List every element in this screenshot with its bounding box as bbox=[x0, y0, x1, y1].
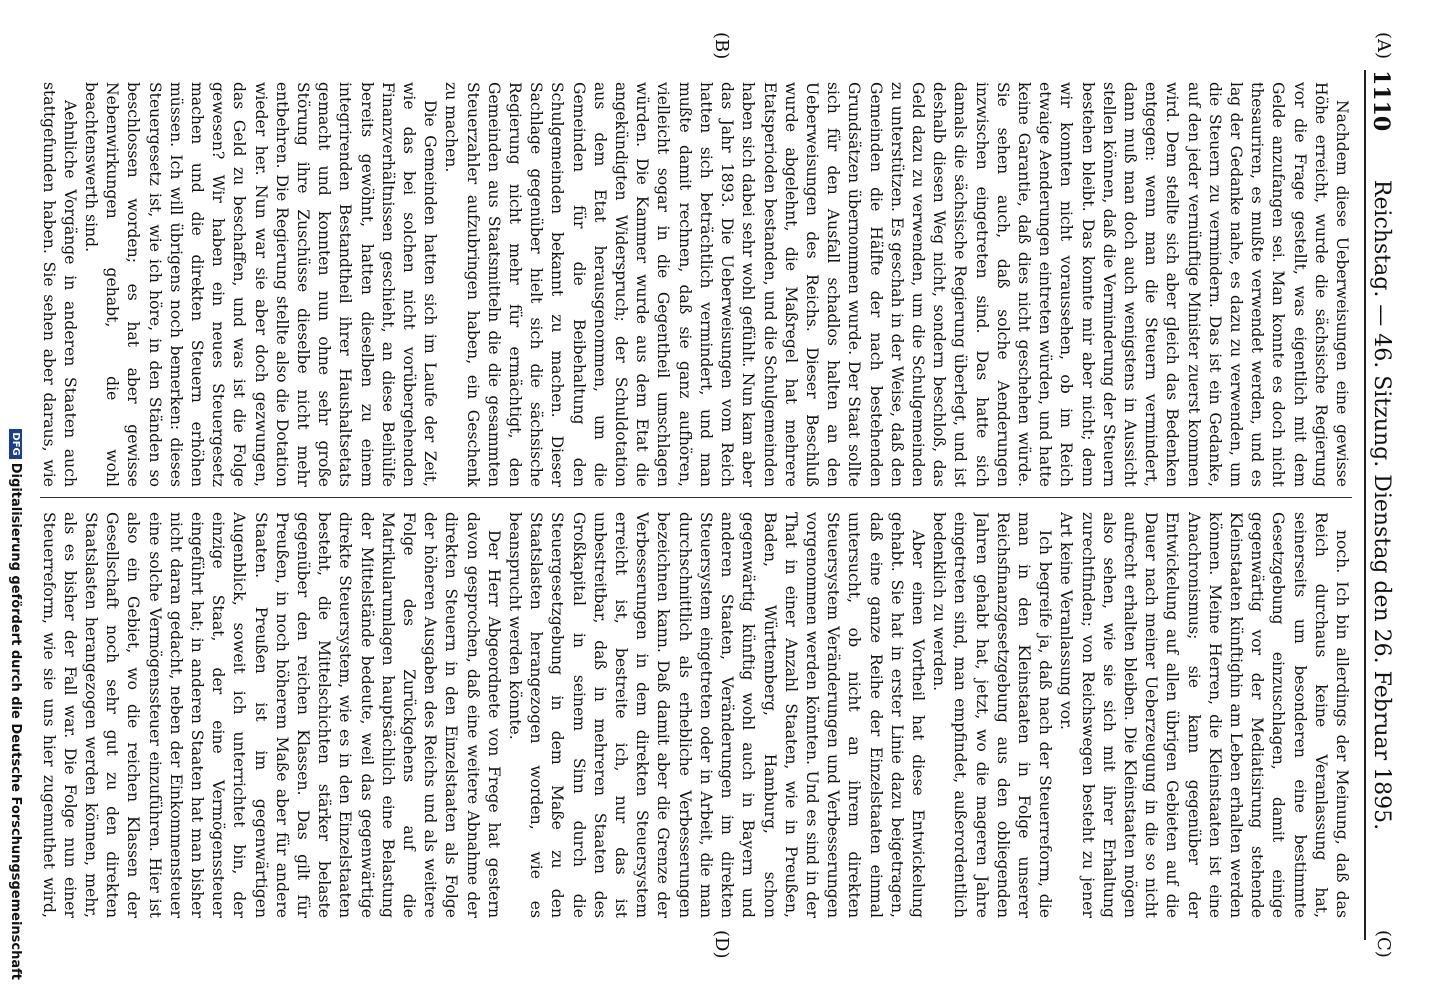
page-footer bbox=[4, 20, 28, 980]
margin-mark-c: (C) bbox=[1373, 930, 1394, 958]
paragraph: Der Herr Abgeordnete von Frege hat gestern davon gesprochen, daß eine weitere Abnahme der direkten Steuern in den Einzelstaaten als Folge der höheren Ausgaben des Reichs und als weitere Folge des Zurückgehens auf die Matrikularumlagen hauptsächlich eine Belastung der Mittelstände bedeute, weil das gegenwärtige direkte Steuersystem, wie es in den Einzelstaaten besteht, die Mittelschichten stärker belaste gegenüber den reichen Klassen. Das gilt für Preußen, in noch höherem Maße aber für andere Staaten. Preußen ist im gegenwärtigen Augenblick, soweit ich unterrichtet bin, der einzige Staat, der eine Vermögenssteuer eingeführt hat; in anderen Staaten hat man bisher nicht daran gedacht, neben der Einkommensteuer eine solche Vermögenssteuer einzuführen. Hier ist also ein Gebiet, wo die reichen Klassen der Gesellschaft noch sehr gut zu den direkten Staatslasten herangezogen werden können, mehr, als es bisher der Fall war. Die Folge nun einer Steuerreform, wie sie uns hier zugemuthet wird, bbox=[40, 512, 503, 918]
paragraph: Die Gemeinden hatten sich im Laufe der Zeit, wie das bei solchen nicht vorübergehenden Finanzverhältnissen geschieht, an diese Beihülfe bereits gewöhnt, hatten dieselben zu einem integrirenden Bestandtheil ihrer Haushaltsetats gemacht und konnten nun ohne sehr große Störung ihre Zuschüsse dieselbe nicht mehr entbehren. Die Regierung stellte also die Dotation wieder her. Nun war sie aber doch gezwungen, das Geld zu beschaffen, und was ist die Folge gewesen? Wir haben ein neues Steuergesetz machen und die direkten Steuern erhöhen müssen. Ich will übrigens noch bemerken: dieses Steuergesetz ist, wie ich höre, in den Ständen so beschlossen worden; es hat aber gewisse Nebenwirkungen gehabt, die wohl beachtenswerth sind. bbox=[82, 82, 440, 487]
paragraph: noch. Ich bin allerdings der Meinung, daß das Reich durchaus keine Veranlassung hat, seinerseits um besonderen eine bestimmte Gesetzgebung einzuschlagen, damit einige gegenwärtig vor der Mediatisirung stehende Kleinstaaten künftighin am Leben erhalten werden können. Meine Herren, die Kleinstaaten ist eine Anachronismus; sie kann gegenüber der Entwickelung auf allen übrigen Gebieten auf die Dauer nach meiner Ueberzeugung in die so nicht aufrecht erhalten bleiben. Die Kleinstaaten mögen also sehen, wie sie sich mit ihrer Erhaltung zurechtfinden; von Reichswegen besteht zu jener Art keine Veranlassung vor. bbox=[1057, 512, 1351, 918]
paragraph: Aber einen Vortheil hat diese Entwickelung gehabt. Sie hat in erster Linie dazu beigetragen, daß eine ganze Reihe der Einzelstaaten einmal untersucht, ob nicht an ihrem direkten Steuersystem Veränderungen und Verbesserungen vorgenommen werden könnten. Und es sind in der That in einer Anzahl Staaten, wie in Preußen, Baden, Württemberg, Hamburg, schon gegenwärtig künftig wohl auch in Bayern und anderen Staaten, Veränderungen im direkten Steuersystem eingetreten oder in Arbeit, die man durchschnittlich als erhebliche Verbesserungen bezeichnen kann. Daß damit aber die Grenze der Verbesserungen in dem direkten Steuersystem erreicht ist, bestreite ich, nur das ist unbestreitbar, daß in mehreren Staaten des Großkapital in seinem Sinn durch die Steuergesetzgebung in dem Maße zu den Staatslasten herangezogen worden, wie es beansprucht werden könnte. bbox=[506, 512, 927, 918]
margin-mark-d: (D) bbox=[711, 930, 732, 959]
paragraph: Aehnliche Vorgänge in anderen Staaten auch stattgefunden haben. Sie sehen aber daraus, wie bbox=[40, 82, 79, 487]
paragraph: Ich begreife ja, daß nach der Steuerreform, die man in den Kleinstaaten in Folge unserer Reichsfinanzgesetzgebung aus den obliegenden Jahren gehabt hat, jetzt, wo die mageren Jahre eingetreten sind, man empfindet, außerordentlich bedenklich zu werden. bbox=[930, 512, 1055, 918]
dfg-logo: DFG bbox=[10, 429, 23, 458]
column-divider bbox=[40, 497, 1352, 498]
page-number: 1110 bbox=[1368, 70, 1394, 132]
right-column bbox=[40, 512, 1352, 918]
footer-credit: Digitalisierung gefördert durch die Deutsche Forschungsgemeinschaft bbox=[8, 462, 24, 980]
page-header bbox=[1364, 70, 1394, 940]
paragraph: Nachdem diese Ueberweisungen eine gewisse Höhe erreicht, wurde die sächsische Regierung vor die Frage gestellt, was eigentlich mit dem Gelde anzufangen sei. Man konnte es doch nicht thesauriren, es mußte verwendet werden, und es lag der Gedanke nahe, es dazu zu verwenden, um die Steuern zu vermindern. Das ist ein Gedanke, auf den jeder vernünftige Minister zuerst kommen wird. Dem stellte sich aber gleich das Bedenken entgegen: wenn man die Steuern vermindert, dann muß man doch auch wenigstens in Aussicht stellen können, daß die Verminderung der Steuern bestehen bleibt. Das konnte mir aber nicht; denn wir konnten nicht voraussehen, ob im Reich etwaige Aenderungen eintreten würden, und hatte keine Garantie, daß dies nicht geschehen würde. Sie sehen auch, daß solche Aenderungen inzwischen eingetreten sind. Das hatte sich damals die sächsische Regierung überlegt, und ist deshalb diesen Weg nicht, sondern beschloß, das Geld dazu zu verwenden, um die Schulgemeinden zu unterstützen. Es geschah in der Weise, daß den Gemeinden die Hälfte der nach bestehenden Grundsätzen übernommen wurde. Der Staat sollte sich für den Ausfall schadlos halten an den Ueberweisungen des Reichs. Dieser Beschluß wurde abgelehnt, die Maßregel hat mehrere Etatsperioden bestanden, und die Schulgemeinden haben sich dabei sehr wohl gefühlt. Nun kam aber das Jahr 1893. Die Ueberweisungen vom Reich hatten sich beträchtlich vermindert, und man mußte damit rechnen, daß sie ganz aufhören, vielleicht sogar in die Gegentheil umschlagen würden. Die Kammer wurde aus dem Etat die angekündigten Widerspruch; der Schuldotation aus dem Etat herausgenommen, um die Gemeinden für die Beibehaltung den Schulgemeinden bekannt zu machen. Dieser Sachlage gegenüber hielt sich die sächsische Regierung nicht mehr für ermächtigt, den Gemeinden aus Staatsmitteln die die gesammten Steuerzahler aufzubringen haben, ein Geschenk zu machen. bbox=[442, 82, 1351, 487]
margin-mark-b: (B) bbox=[711, 32, 732, 60]
page-running-title: Reichstag. — 46. Sitzung. Dienstag den 26. Februar 1895. bbox=[1369, 179, 1394, 831]
left-column bbox=[40, 82, 1352, 487]
margin-mark-a: (A) bbox=[1373, 32, 1394, 60]
